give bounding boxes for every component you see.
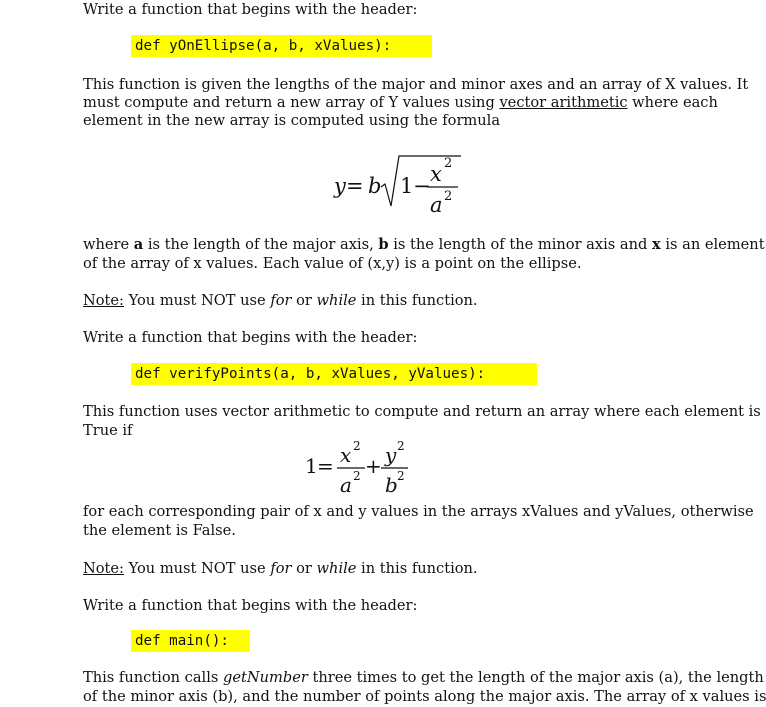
section1-where-line2: of the array of x values. Each value of (x,y) is a point on the ellipse. xyxy=(83,255,582,272)
formula-num1: x xyxy=(340,443,352,467)
note-text: or xyxy=(291,560,317,577)
section3-desc-line1 xyxy=(83,669,764,688)
section1-desc-line2 xyxy=(83,94,718,113)
verifypoints-header-code: def verifyPoints(a, b, xValues, yValues): xyxy=(131,363,537,385)
where-text: is the length of the minor axis and xyxy=(388,236,652,253)
section3-intro: Write a function that begins with the header: xyxy=(83,597,418,614)
section1-desc-line1: This function is given the lengths of the major and minor axes and an array of X values. It xyxy=(83,76,749,93)
var-a: a xyxy=(133,236,144,253)
keyword-for: for xyxy=(270,292,292,309)
desc-text: where each xyxy=(627,94,718,111)
ellipse-formula xyxy=(334,150,474,220)
formula-lhs: 1 xyxy=(305,454,318,478)
formula-eq: = xyxy=(346,174,364,198)
vector-arithmetic-link: vector arithmetic xyxy=(499,94,628,111)
formula-den2-exp: 2 xyxy=(397,469,405,483)
var-x: x xyxy=(652,236,661,253)
desc-text: must compute and return a new array of Y values using xyxy=(83,94,500,111)
formula-plus: + xyxy=(365,454,382,478)
var-b: b xyxy=(378,236,389,253)
main-header-code: def main(): xyxy=(131,630,250,652)
where-text: where xyxy=(83,236,134,253)
formula-num-exp: 2 xyxy=(444,156,453,171)
section2-intro: Write a function that begins with the header: xyxy=(83,329,418,346)
where-text: is the length of the major axis, xyxy=(143,236,379,253)
getnumber-fn: getNumber xyxy=(223,669,308,686)
section2-after-line1: for each corresponding pair of x and y values in the arrays xValues and yValues, otherwise xyxy=(83,503,754,520)
formula-den-exp: 2 xyxy=(444,189,453,204)
formula-lhs: y xyxy=(334,174,346,198)
section1-desc-line3: element in the new array is computed using the formula xyxy=(83,112,501,129)
verify-formula xyxy=(305,436,415,500)
formula-num2-exp: 2 xyxy=(397,439,405,453)
formula-num1-exp: 2 xyxy=(353,439,361,453)
note-text: in this function. xyxy=(356,292,478,309)
formula-den1-exp: 2 xyxy=(353,469,361,483)
formula-den2: b xyxy=(385,473,398,497)
formula-num: x xyxy=(430,162,442,186)
section1-where-line1 xyxy=(83,236,765,255)
note-label: Note: xyxy=(83,560,124,577)
note-text: in this function. xyxy=(356,560,478,577)
formula-eq: = xyxy=(317,454,334,478)
formula-coef: b xyxy=(368,174,382,198)
section1-note xyxy=(83,292,478,311)
formula-den: a xyxy=(430,193,443,217)
desc-text: three times to get the length of the major axis (a), the length xyxy=(307,669,764,686)
section2-desc-line1: This function uses vector arithmetic to compute and return an array where each element is xyxy=(83,403,761,420)
section2-note xyxy=(83,560,478,579)
keyword-while: while xyxy=(316,560,357,577)
formula-one: 1 xyxy=(400,174,414,198)
note-label: Note: xyxy=(83,292,124,309)
keyword-for: for xyxy=(270,560,292,577)
keyword-while: while xyxy=(316,292,357,309)
formula-num2: y xyxy=(385,443,397,467)
section3-desc-line2: of the minor axis (b), and the number of points along the major axis. The array of x values is xyxy=(83,688,766,705)
yonellipse-header-code: def yOnEllipse(a, b, xValues): xyxy=(131,35,432,57)
note-text: You must NOT use xyxy=(123,560,271,577)
note-text: or xyxy=(291,292,317,309)
where-text: is an element xyxy=(660,236,765,253)
desc-text: This function calls xyxy=(83,669,223,686)
section1-intro: Write a function that begins with the header: xyxy=(83,1,418,18)
section2-after-line2: the element is False. xyxy=(83,522,236,539)
formula-den1: a xyxy=(340,473,352,497)
note-text: You must NOT use xyxy=(123,292,271,309)
section2-desc-line2: True if xyxy=(83,422,133,439)
formula-minus: − xyxy=(413,174,431,198)
